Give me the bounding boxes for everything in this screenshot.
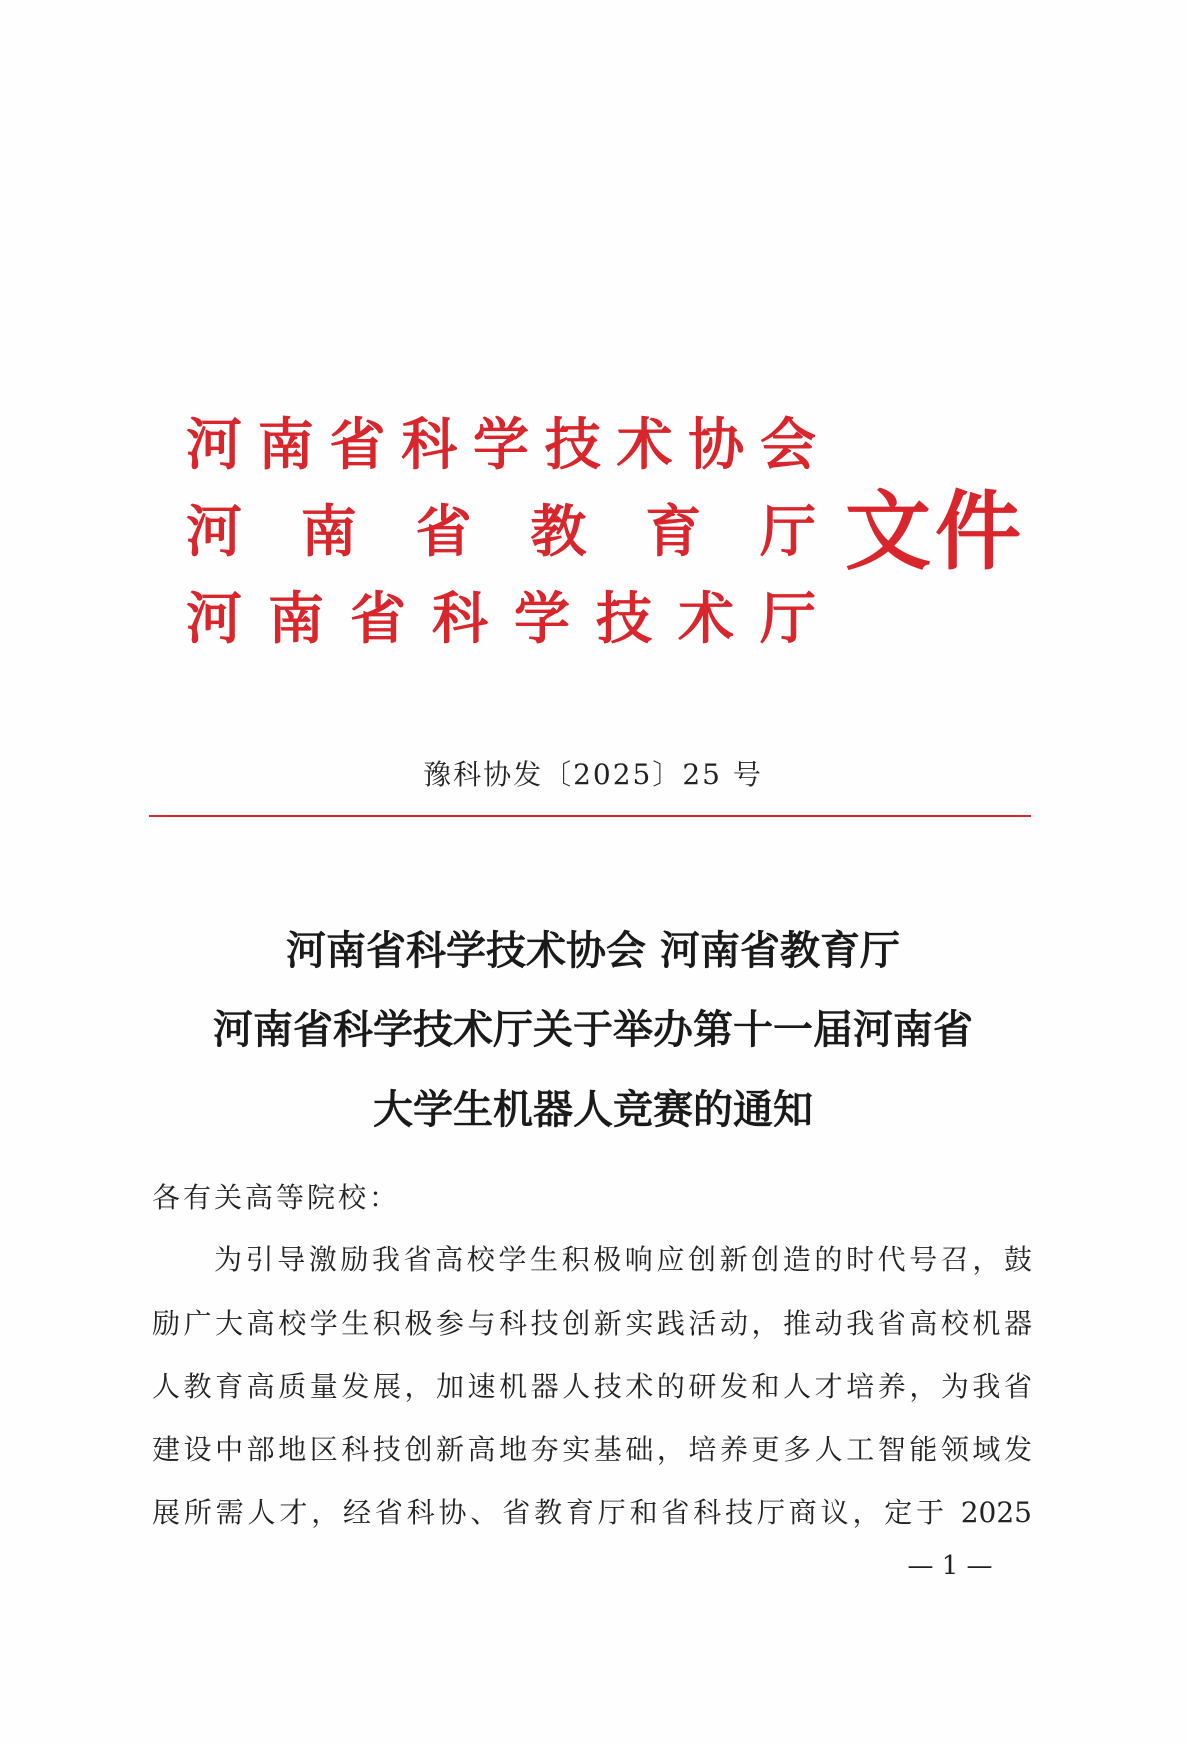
paragraph-line: 展所需人才，经省科协、省教育厅和省科技厅商议，定于 2025 bbox=[152, 1496, 1032, 1529]
issuer-char: 学 bbox=[514, 586, 570, 652]
issuer-row-science-department bbox=[186, 587, 816, 651]
issuer-char: 协 bbox=[688, 412, 745, 478]
issuer-char: 会 bbox=[760, 412, 816, 478]
title-line-3: 大学生机器人竞赛的通知 bbox=[373, 1086, 813, 1133]
paragraph-line: 人教育高质量发展，加速机器人技术的研发和人才培养，为我省 bbox=[152, 1370, 1032, 1403]
issuer-char: 技 bbox=[596, 586, 652, 652]
issuer-char: 南 bbox=[300, 499, 357, 565]
title-line-1: 河南省科学技术协会 河南省教育厅 bbox=[286, 927, 900, 974]
issuer-char: 河 bbox=[186, 499, 242, 565]
issuer-char: 省 bbox=[329, 412, 386, 478]
paragraph-line: 建设中部地区科技创新高地夯实基础，培养更多人工智能领域发 bbox=[152, 1433, 1032, 1466]
issuer-char: 省 bbox=[415, 499, 472, 565]
issuer-row-education-department bbox=[186, 500, 816, 564]
issuer-char: 术 bbox=[616, 412, 673, 478]
page-number: — 1 — bbox=[907, 1551, 993, 1581]
issuer-char: 学 bbox=[473, 412, 529, 478]
title-line-2: 河南省科学技术厅关于举办第十一届河南省 bbox=[213, 1006, 973, 1053]
issuer-char: 育 bbox=[645, 499, 702, 565]
document-number: 豫科协发〔2025〕25 号 bbox=[423, 758, 763, 791]
document-suffix: 文件 bbox=[845, 481, 1025, 582]
issuer-char: 河 bbox=[186, 586, 242, 652]
issuer-char: 南 bbox=[268, 586, 324, 652]
issuer-char: 河 bbox=[186, 412, 242, 478]
paragraph-line: 励广大高校学生积极参与科技创新实践活动，推动我省高校机器 bbox=[152, 1307, 1032, 1340]
issuer-char: 术 bbox=[678, 586, 734, 652]
issuer-char: 厅 bbox=[760, 586, 816, 652]
issuer-char: 教 bbox=[530, 499, 587, 565]
issuer-char: 科 bbox=[432, 586, 488, 652]
salutation: 各有关高等院校： bbox=[152, 1181, 401, 1214]
issuer-char: 科 bbox=[401, 412, 458, 478]
issuer-char: 省 bbox=[350, 586, 406, 652]
paragraph-line: 为引导激励我省高校学生积极响应创新创造的时代号召，鼓 bbox=[214, 1243, 1032, 1276]
issuer-char: 南 bbox=[257, 412, 314, 478]
issuer-char: 厅 bbox=[759, 499, 816, 565]
issuer-row-science-association bbox=[186, 413, 816, 477]
red-divider bbox=[149, 815, 1031, 817]
issuer-char: 技 bbox=[544, 412, 601, 478]
